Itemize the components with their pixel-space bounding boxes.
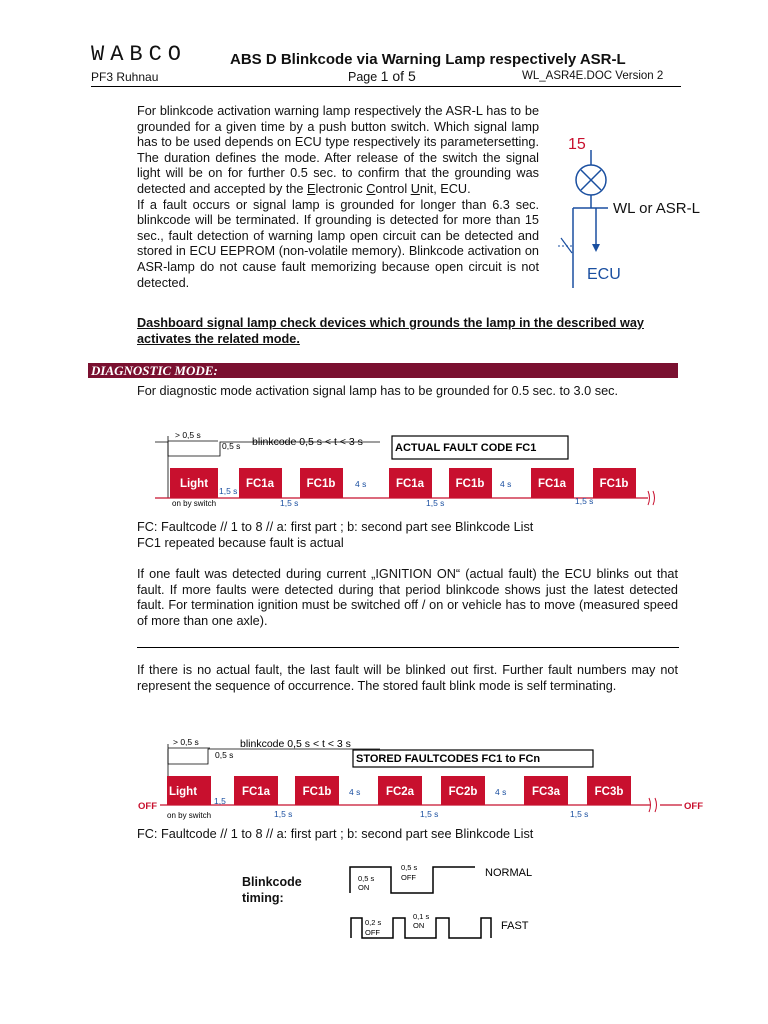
pulse-label: FC1a: [245, 478, 275, 490]
gt-05s-label: > 0,5 s: [175, 430, 201, 440]
pulse-label: Light: [168, 786, 198, 798]
gap-15s-label: 1,5 s: [280, 498, 299, 508]
pulse-label: FC1a: [241, 786, 271, 798]
fast-on-label: ON: [413, 921, 425, 930]
page-indicator: Page 1 of 5: [348, 68, 416, 84]
gap-15-label: 1,5: [214, 796, 226, 806]
gap-4s-label: 4 s: [495, 787, 507, 797]
pulse-label: FC3b: [594, 786, 624, 798]
05s-label: 0,5 s: [222, 441, 241, 451]
fc-note-2: FC: Faultcode // 1 to 8 // a: first part ; b: second part see Blinkcode List: [137, 827, 534, 841]
dashboard-note: Dashboard signal lamp check devices which grounds the lamp in the described way activates the related mode.: [137, 316, 644, 346]
pulse-label: FC1a: [395, 478, 425, 490]
pulse-label: FC2a: [385, 786, 415, 798]
pulse-label: FC1b: [599, 478, 629, 490]
normal-on-value: 0,5 s: [358, 874, 375, 883]
stored-fault-box: STORED FAULTCODES FC1 to FCn: [356, 753, 541, 765]
gap-15s-label: 1,5 s: [575, 496, 594, 506]
intro-text: [137, 104, 539, 291]
intro-paragraph-1: For blinkcode activation warning lamp respectively the ASR-L has to be grounded for a given time by a push button switch. Which signal lamp has to be used depends on ECU type respectively its parametersetting. The duration defines the mode. After release of the switch the signal light will be on for further 0.5 sec. to confirm that the grounding was detected and accepted by the Electronic Control Unit, ECU.: [137, 104, 539, 196]
pulse-label: FC1b: [302, 786, 332, 798]
normal-on-label: ON: [358, 883, 370, 892]
circuit-diagram: [548, 128, 728, 298]
off-label: OFF: [138, 801, 157, 812]
gt-05s-label: > 0,5 s: [173, 737, 199, 747]
diagnostic-mode-heading: DIAGNOSTIC MODE:: [88, 363, 678, 378]
section-divider: [137, 647, 679, 648]
normal-off-label: OFF: [401, 873, 416, 882]
document-title: ABS D Blinkcode via Warning Lamp respectively ASR-L: [230, 51, 626, 68]
pulse-label: FC1b: [306, 478, 336, 490]
pulse-label: FC1a: [537, 478, 567, 490]
diagnostic-intro: For diagnostic mode activation signal lamp has to be grounded for 0.5 sec. to 3.0 sec.: [137, 384, 618, 398]
stored-fault-diagram: [130, 732, 720, 822]
on-by-switch-label: on by switch: [172, 499, 217, 508]
gap-15s-label: 1,5 s: [420, 809, 439, 819]
pulse-label: FC2b: [448, 786, 478, 798]
fast-off-label: OFF: [365, 928, 380, 937]
gap-4s-label: 4 s: [355, 479, 367, 489]
document-version: WL_ASR4E.DOC Version 2: [522, 70, 664, 82]
header-divider: [91, 86, 681, 87]
on-by-switch-label: on by switch: [167, 811, 212, 820]
fast-label: FAST: [501, 920, 529, 932]
normal-off-value: 0,5 s: [401, 863, 418, 872]
gap-4s-label: 4 s: [349, 787, 361, 797]
05s-label: 0,5 s: [215, 750, 234, 760]
timing-diagram: [345, 855, 575, 945]
wabco-logo: WABCO: [91, 42, 188, 67]
pulse-label: FC1b: [455, 478, 485, 490]
pulse-label: FC3a: [531, 786, 561, 798]
blinkcode-timing-label: Blinkcode timing:: [242, 875, 302, 905]
pulse-label: Light: [179, 478, 209, 490]
actual-fault-box: ACTUAL FAULT CODE FC1: [395, 442, 537, 454]
lamp-label: WL or ASR-L: [613, 200, 700, 217]
fast-off-value: 0,2 s: [365, 918, 382, 927]
fc1-repeat-note: FC1 repeated because fault is actual: [137, 536, 344, 550]
blinkcode-label: blinkcode 0,5 s < t < 3 s: [252, 436, 363, 448]
intro-paragraph-2: If a fault occurs or signal lamp is grounded for longer than 6.3 sec. blinkcode will be terminated. If grounding is detected for more than 15 sec., fault detection of warning lamp open circuit can be detected and stored in ECU EEPROM (non-volatile memory). Blinkcode activation on ASR-lamp do not cause fault memorizing because open circuit is not detected.: [137, 197, 539, 290]
actual-fault-diagram: [150, 428, 670, 513]
off-label: OFF: [684, 801, 703, 812]
fc-note-1: FC: Faultcode // 1 to 8 // a: first part ; b: second part see Blinkcode List: [137, 520, 534, 534]
gap-15s-label: 1,5 s: [274, 809, 293, 819]
gap-15s-label: 1,5 s: [426, 498, 445, 508]
normal-label: NORMAL: [485, 867, 533, 879]
ecu-label: ECU: [587, 266, 621, 283]
fast-on-value: 0,1 s: [413, 912, 430, 921]
gap-4s-label: 4 s: [500, 479, 512, 489]
voltage-label: 15: [568, 136, 586, 153]
author: PF3 Ruhnau: [91, 70, 159, 84]
gap-15s-label: 1,5 s: [219, 486, 238, 496]
actual-fault-paragraph: If one fault was detected during current „IGNITION ON“ (actual fault) the ECU blinks out that fault. If more faults were detected during that period blinkcode shows just the latest detected fault. For termination ignition must be switched off / on or vehicle has to move (measured speed of more than one axle).: [137, 567, 678, 628]
gap-15s-label: 1,5 s: [570, 809, 589, 819]
stored-fault-paragraph: If there is no actual fault, the last fault will be blinked out first. Further fault numbers may not represent the sequence of occurrence. The stored fault blink mode is self terminating.: [137, 663, 678, 693]
blinkcode-label: blinkcode 0,5 s < t < 3 s: [240, 738, 351, 750]
